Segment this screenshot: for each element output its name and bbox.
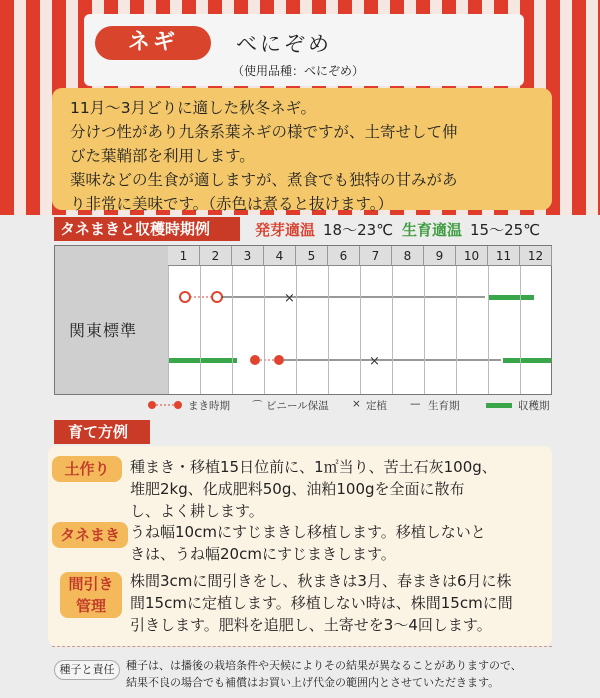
thinning-tag-line: 管理 bbox=[75, 597, 106, 615]
description-line: 薬味などの生食が適しますが、煮食でも独特の甘みがあ bbox=[70, 171, 458, 189]
month-gridline bbox=[168, 266, 169, 394]
variety-name: べにぞめ bbox=[236, 32, 332, 56]
legend-growth: 生育期 bbox=[428, 400, 460, 412]
month-cell: 7 bbox=[360, 246, 392, 266]
text-line: うね幅10cmにすじまきし移植します。移植しないと bbox=[130, 523, 486, 541]
text-line: 種まき・移植15日位前に、1㎡当り、苦土石灰100g、 bbox=[130, 458, 497, 476]
legend-harvest: 収穫期 bbox=[518, 400, 550, 412]
germination-temp-value: 18〜23℃ bbox=[323, 221, 394, 239]
month-cell: 6 bbox=[328, 246, 360, 266]
month-gridline bbox=[424, 266, 425, 394]
month-cell: 9 bbox=[424, 246, 456, 266]
harvest-legend-icon bbox=[486, 398, 514, 412]
variety-note: （使用品種：べにぞめ） bbox=[232, 64, 365, 78]
harvest-bar bbox=[488, 295, 534, 300]
chart-legend bbox=[146, 398, 556, 414]
transplant-mark: × bbox=[369, 354, 380, 369]
germination-temp-label: 発芽適温 bbox=[255, 221, 316, 239]
month-cell: 1 bbox=[168, 246, 200, 266]
sow-mark bbox=[250, 355, 260, 365]
description-line: り非常に美味です。（赤色は煮ると抜けます。） bbox=[70, 195, 394, 213]
growth-legend-icon: — bbox=[410, 398, 421, 410]
responsibility-text bbox=[126, 657, 522, 691]
text-line: 引きします。肥料を追肥し、土寄せを3〜4回します。 bbox=[130, 616, 492, 634]
harvest-bar bbox=[169, 358, 237, 363]
cultivation-title: 育て方例 bbox=[54, 420, 150, 444]
region-label: 関東標準 bbox=[69, 321, 138, 340]
description-line: びた葉鞘部を利用します。 bbox=[70, 147, 255, 165]
month-cell: 11 bbox=[488, 246, 520, 266]
month-gridline bbox=[520, 266, 521, 394]
soil-prep-text bbox=[130, 456, 497, 522]
description-line: 分けつ性があり九条系葉ネギの様ですが、土寄せして伸 bbox=[70, 123, 458, 141]
thinning-text bbox=[130, 570, 513, 636]
month-gridline bbox=[232, 266, 233, 394]
month-cell: 5 bbox=[296, 246, 328, 266]
text-line: し、よく耕します。 bbox=[130, 502, 264, 520]
sow-mark bbox=[212, 292, 222, 302]
sow-mark bbox=[274, 355, 284, 365]
month-gridline bbox=[200, 266, 201, 394]
schedule-marks bbox=[55, 246, 553, 396]
sowing-tag: タネまき bbox=[52, 522, 128, 548]
month-cell: 2 bbox=[200, 246, 232, 266]
growth-temp-value: 15〜25℃ bbox=[470, 221, 541, 239]
sow-mark bbox=[180, 292, 190, 302]
month-cell: 3 bbox=[232, 246, 264, 266]
month-gridline bbox=[488, 266, 489, 394]
month-gridline bbox=[296, 266, 297, 394]
schedule-chart bbox=[54, 245, 552, 395]
transplant-mark: × bbox=[284, 291, 295, 306]
month-gridline bbox=[456, 266, 457, 394]
text-line: 堆肥2kg、化成肥料50g、油粕100gを全面に散布 bbox=[130, 480, 465, 498]
legend-vinyl: ビニール保温 bbox=[266, 400, 329, 412]
text-line: 株間3cmに間引きをし、秋まきは3月、春まきは6月に株 bbox=[130, 572, 512, 590]
text-line: 結果不良の場合でも補償はお買い上げ代金の範囲内とさせていただきます。 bbox=[126, 676, 500, 689]
soil-prep-tag: 土作り bbox=[52, 456, 122, 482]
vinyl-legend-icon: ⌒ bbox=[252, 400, 263, 412]
month-gridline bbox=[392, 266, 393, 394]
responsibility-tag: 種子と責任 bbox=[54, 660, 120, 680]
germination-temp bbox=[255, 219, 393, 240]
legend-transplant: 定植 bbox=[366, 400, 387, 412]
month-gridline bbox=[328, 266, 329, 394]
transplant-legend-icon: × bbox=[352, 398, 361, 410]
month-cell: 10 bbox=[456, 246, 488, 266]
text-line: きは、うね幅20cmにすじまきします。 bbox=[130, 545, 396, 563]
category-badge: ネギ bbox=[95, 26, 211, 60]
legend-sowing: まき時期 bbox=[188, 400, 230, 412]
month-gridline bbox=[360, 266, 361, 394]
month-cell: 12 bbox=[520, 246, 552, 266]
month-gridline bbox=[264, 266, 265, 394]
growth-temp bbox=[402, 219, 540, 240]
month-cell: 8 bbox=[392, 246, 424, 266]
sowing-legend-icon bbox=[146, 398, 186, 412]
text-line: 種子は、は播後の栽培条件や天候によりその結果が異なることがありますので、 bbox=[126, 659, 522, 672]
description-box bbox=[52, 88, 552, 213]
thinning-tag-line: 間引き bbox=[68, 575, 114, 593]
harvest-bar bbox=[503, 358, 551, 363]
sowing-text bbox=[130, 521, 486, 565]
thinning-tag bbox=[60, 572, 122, 618]
growth-temp-label: 生育適温 bbox=[402, 221, 463, 239]
month-cell: 4 bbox=[264, 246, 296, 266]
description-line: 11月〜3月どりに適した秋冬ネギ。 bbox=[70, 99, 316, 117]
section-divider bbox=[52, 646, 552, 647]
schedule-title: タネまきと収穫時期例 bbox=[54, 217, 240, 241]
text-line: 間15cmに定植します。移植しない時は、株間15cmに間 bbox=[130, 594, 513, 612]
